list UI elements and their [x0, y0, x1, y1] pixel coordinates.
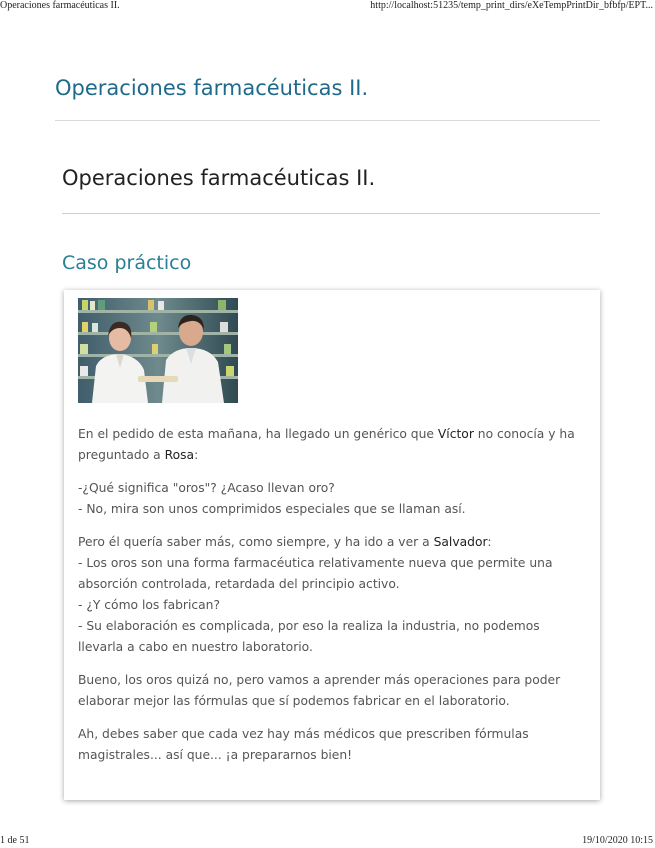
character-name: Rosa [164, 448, 195, 462]
text-run: : [194, 448, 199, 462]
title-divider [55, 120, 600, 121]
character-name: Víctor [437, 427, 474, 441]
dialogue-line: -¿Qué significa "oros"? ¿Acaso llevan oro? [78, 481, 335, 495]
dialogue-line: - ¿Y cómo los fabrican? [78, 598, 221, 612]
case-study-card [64, 290, 600, 800]
case-paragraph: Ah, debes saber que cada vez hay más médicos que prescriben fórmulas magistrales... así que... ¡a prepararnos bien! [78, 727, 529, 762]
print-header [0, 0, 655, 14]
dialogue-line: - Su elaboración es complicada, por eso la realiza la industria, no podemos llevarla a cabo en nuestro laboratorio. [78, 619, 540, 654]
case-paragraph [78, 424, 588, 466]
text-run: : [487, 535, 492, 549]
section-divider [62, 213, 600, 214]
print-header-title: Operaciones farmacéuticas II. [0, 0, 120, 11]
print-header-url: http://localhost:51235/temp_print_dirs/eXeTempPrintDir_bfbfp/EPT... [370, 0, 653, 11]
text-run: Pero él quería saber más, como siempre, y ha ido a ver a [78, 535, 434, 549]
case-paragraph [78, 532, 588, 658]
case-dialogue [78, 478, 588, 520]
print-footer [0, 834, 655, 848]
page-number: 1 de 51 [0, 835, 30, 846]
dialogue-line: - Los oros son una forma farmacéutica relativamente nueva que permite una absorción controlada, retardada del principio activo. [78, 556, 553, 591]
case-study-text [78, 424, 588, 778]
dialogue-line: - No, mira son unos comprimidos especiales que se llaman así. [78, 502, 466, 516]
text-run: no conocía y ha preguntado a [78, 427, 575, 462]
pharmacists-photo [78, 298, 238, 403]
document-title: Operaciones farmacéuticas II. [55, 76, 369, 100]
character-name: Salvador [433, 535, 488, 549]
print-datetime: 19/10/2020 10:15 [582, 835, 653, 846]
case-paragraph: Bueno, los oros quizá no, pero vamos a aprender más operaciones para poder elaborar mejor las fórmulas que sí podemos fabricar en el laboratorio. [78, 673, 561, 708]
case-study-title: Caso práctico [62, 252, 192, 274]
section-title: Operaciones farmacéuticas II. [62, 166, 376, 190]
text-run: En el pedido de esta mañana, ha llegado un genérico que [78, 427, 438, 441]
